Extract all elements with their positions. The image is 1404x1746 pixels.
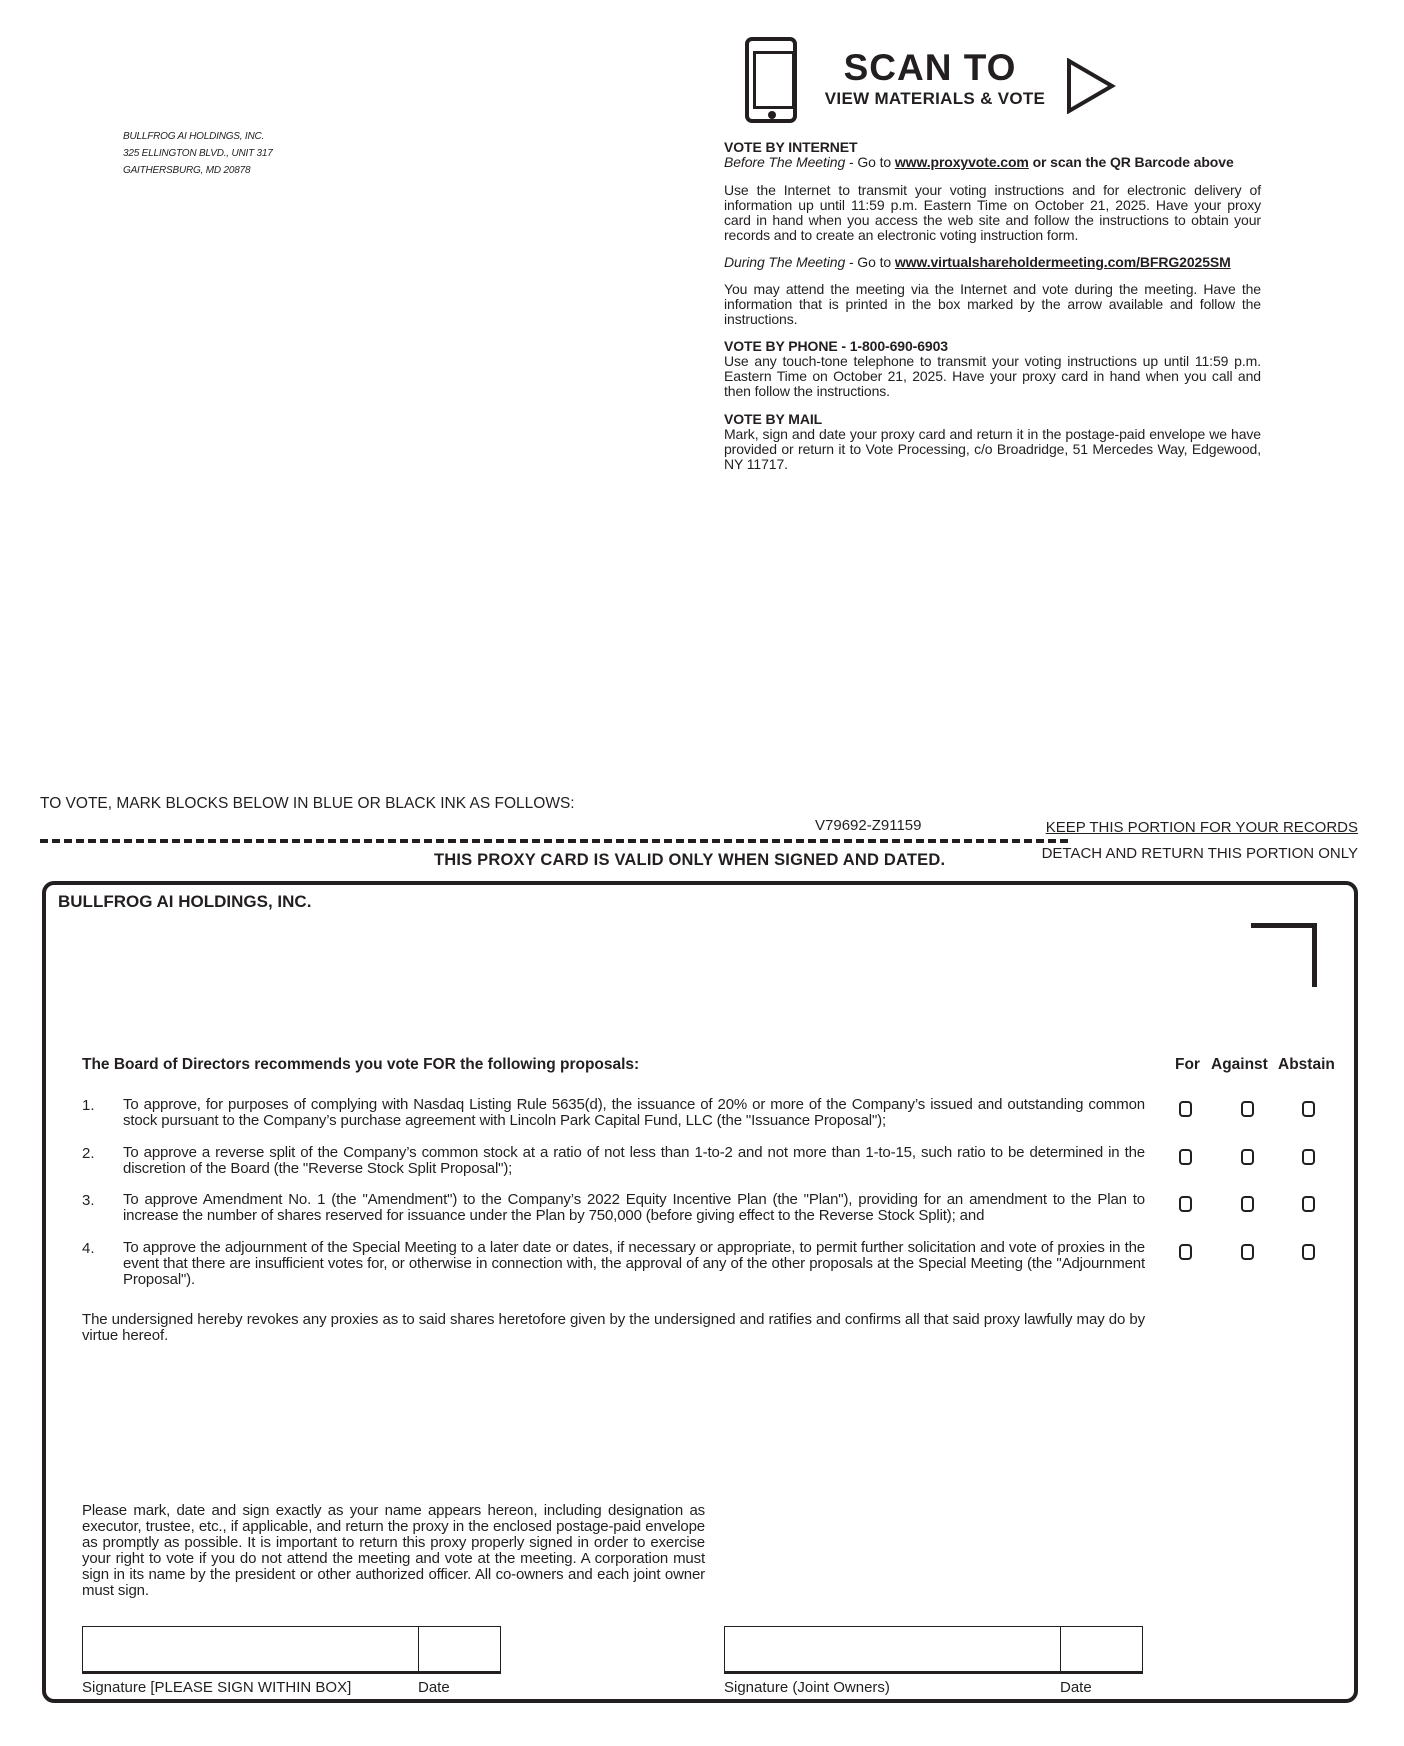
revoke-statement: The undersigned hereby revokes any proxies as to said shares heretofore given by the undersigned and ratifies and confirms all that said proxy lawfully may do by virtue hereof. xyxy=(82,1311,1145,1344)
proposal-text: To approve the adjournment of the Special Meeting to a later date or dates, if necessary or appropriate, to permit further solicitation and vote of proxies in the event that there are insufficient votes for, or otherwise in connection with, the approval of any of the other proposals at the Special Meeting (the "Adjournment Proposal"). xyxy=(123,1239,1145,1288)
proposal-2-against-checkbox[interactable] xyxy=(1241,1149,1254,1165)
mail-heading: VOTE BY MAIL xyxy=(724,411,823,427)
play-arrow-icon xyxy=(1066,58,1116,114)
scan-subtitle: VIEW MATERIALS & VOTE xyxy=(824,89,1046,108)
scan-title: SCAN TO xyxy=(843,47,1017,88)
internet-before-line: Before The Meeting - Go to www.proxyvote.com or scan the QR Barcode above xyxy=(724,154,1234,170)
valid-notice: THIS PROXY CARD IS VALID ONLY WHEN SIGNED AND DATED. xyxy=(434,851,946,869)
vote-by-phone-section xyxy=(724,339,1261,399)
signature-date-box[interactable] xyxy=(418,1626,501,1674)
vote-by-mail-section xyxy=(724,412,1261,472)
proposal-3-for-checkbox[interactable] xyxy=(1179,1196,1192,1212)
proposal-4-against-checkbox[interactable] xyxy=(1241,1244,1254,1260)
joint-signature-box[interactable] xyxy=(724,1626,1061,1674)
detach-line xyxy=(40,839,1068,843)
proposal-4-for-checkbox[interactable] xyxy=(1179,1244,1192,1260)
keep-portion-label: KEEP THIS PORTION FOR YOUR RECORDS xyxy=(1045,819,1358,836)
proposal-number: 3. xyxy=(82,1192,95,1209)
proposal-1-against-checkbox[interactable] xyxy=(1241,1101,1254,1117)
proposal-3-abstain-checkbox[interactable] xyxy=(1302,1196,1315,1212)
column-abstain: Abstain xyxy=(1278,1056,1335,1073)
internet-heading: VOTE BY INTERNET xyxy=(724,139,858,155)
company-name: BULLFROG AI HOLDINGS, INC. xyxy=(58,892,312,911)
return-address-line3: GAITHERSBURG, MD 20878 xyxy=(123,165,251,176)
control-number: V79692-Z91159 xyxy=(815,817,922,834)
proposal-1-abstain-checkbox[interactable] xyxy=(1302,1101,1315,1117)
joint-date-box[interactable] xyxy=(1060,1626,1143,1674)
corner-mark xyxy=(1251,923,1317,987)
proxyvote-link[interactable]: www.proxyvote.com xyxy=(894,154,1029,170)
proposal-3-against-checkbox[interactable] xyxy=(1241,1196,1254,1212)
proposal-4-abstain-checkbox[interactable] xyxy=(1302,1244,1315,1260)
board-recommendation: The Board of Directors recommends you vote FOR the following proposals: xyxy=(82,1056,640,1073)
internet-during-body: You may attend the meeting via the Internet and vote during the meeting. Have the information that is printed in the box marked by the arrow available and follow the instructions. xyxy=(724,281,1261,327)
signature-box[interactable] xyxy=(82,1626,419,1674)
signing-instructions: Please mark, date and sign exactly as your name appears hereon, including designation as executor, trustee, etc., if applicable, and return the proxy in the enclosed postage-paid envelope as promptly as possible. It is important to return this proxy properly signed in order to exercise your right to vote if you do not attend the meeting and vote at the meeting. A corporation must sign in its name by the president or other authorized officer. All co-owners and each joint owner must sign. xyxy=(82,1502,705,1599)
date-label: Date xyxy=(418,1679,450,1696)
proposal-2-for-checkbox[interactable] xyxy=(1179,1149,1192,1165)
return-address-line1: BULLFROG AI HOLDINGS, INC. xyxy=(123,131,265,142)
signature-label: Signature [PLEASE SIGN WITHIN BOX] xyxy=(82,1679,352,1696)
vote-by-internet-section xyxy=(724,140,1261,170)
phone-heading: VOTE BY PHONE - 1-800-690-6903 xyxy=(724,338,948,354)
phone-body: Use any touch-tone telephone to transmit your voting instructions up until 11:59 p.m. Eastern Time on October 21, 2025. Have your proxy card in hand when you call and then follow the instructions. xyxy=(724,353,1261,399)
joint-signature-label: Signature (Joint Owners) xyxy=(724,1679,890,1696)
internet-during-line: During The Meeting - Go to www.virtualshareholdermeeting.com/BFRG2025SM xyxy=(724,254,1231,270)
proposal-text: To approve Amendment No. 1 (the "Amendment") to the Company’s 2022 Equity Incentive Plan (the "Plan"), providing for an amendment to the Plan to increase the number of shares reserved for issuance under the Plan by 750,000 (before giving effect to the Reverse Stock Split); and xyxy=(123,1191,1145,1224)
column-against: Against xyxy=(1211,1056,1268,1073)
scan-qr-text: or scan the QR Barcode above xyxy=(1028,154,1234,170)
proposal-text: To approve, for purposes of complying with Nasdaq Listing Rule 5635(d), the issuance of 20% or more of the Company’s issued and outstanding common stock pursuant to the Company’s purchase agreement with Lincoln Park Capital Fund, LLC (the "Issuance Proposal"); xyxy=(123,1096,1145,1129)
internet-body: Use the Internet to transmit your voting instructions and for electronic delivery of information up until 11:59 p.m. Eastern Time on October 21, 2025. Have your proxy card in hand when you access the web site and follow the instructions to obtain your records and to create an electronic voting instruction form. xyxy=(724,182,1261,243)
proposal-1-for-checkbox[interactable] xyxy=(1179,1101,1192,1117)
column-for: For xyxy=(1175,1056,1200,1073)
proposal-number: 1. xyxy=(82,1097,95,1114)
detach-portion-label: DETACH AND RETURN THIS PORTION ONLY xyxy=(1041,845,1358,862)
joint-date-label: Date xyxy=(1060,1679,1092,1696)
return-address xyxy=(123,128,273,179)
to-vote-instruction: TO VOTE, MARK BLOCKS BELOW IN BLUE OR BLACK INK AS FOLLOWS: xyxy=(40,795,575,812)
during-meeting-label: During The Meeting xyxy=(724,254,846,270)
proposal-number: 2. xyxy=(82,1145,95,1162)
mail-body: Mark, sign and date your proxy card and return it in the postage-paid envelope we have provided or return it to Vote Processing, c/o Broadridge, 51 Mercedes Way, Edgewood, NY 11717. xyxy=(724,426,1261,472)
virtual-meeting-link[interactable]: www.virtualshareholdermeeting.com/BFRG2025SM xyxy=(894,254,1231,270)
smartphone-icon xyxy=(745,37,797,123)
proposal-number: 4. xyxy=(82,1240,95,1257)
return-address-line2: 325 ELLINGTON BLVD., UNIT 317 xyxy=(123,148,273,159)
before-meeting-label: Before The Meeting xyxy=(724,154,846,170)
proposal-text: To approve a reverse split of the Company’s common stock at a ratio of not less than 1-to-2 and not more than 1-to-15, such ratio to be determined in the discretion of the Board (the "Reverse Stock Split Proposal"); xyxy=(123,1144,1145,1177)
proposal-2-abstain-checkbox[interactable] xyxy=(1302,1149,1315,1165)
